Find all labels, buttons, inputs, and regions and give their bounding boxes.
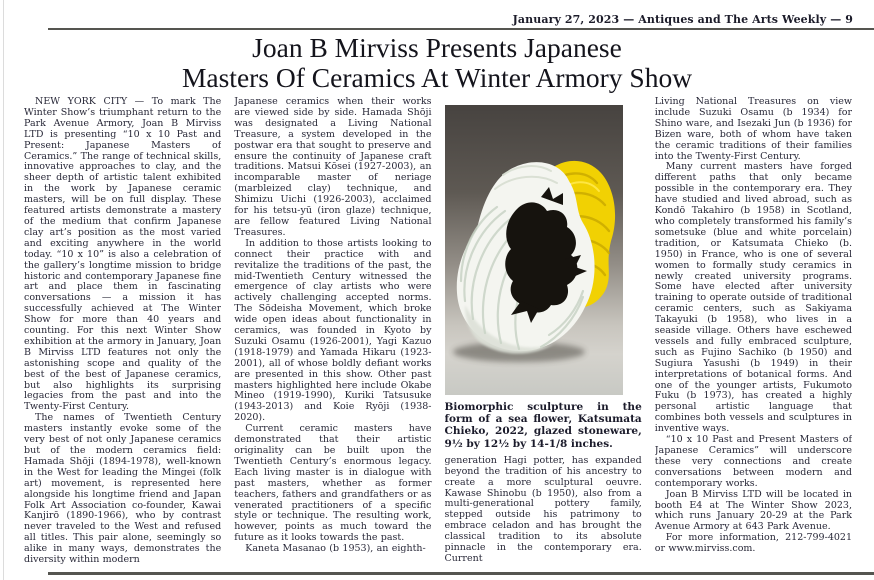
column-4 [655,97,852,572]
column-2 [234,97,431,572]
article-paragraph: The names of Twentieth Century masters instantly evoke some of the very best of not only Japanese ceramics but of the modern ceramics field: Hamada Shōji (1894-1978), well-known in the West for leading the Mingei (folk art) movement, is represented here alongside his longtime friend and Japan Folk Art Association co-founder, Kawai Kanjirō (1890-1966), who by contrast never traveled to the West and refused all titles. This pair alone, seemingly so alike in many ways, demonstrates the diversity within modern [24,412,222,566]
article-paragraph: Japanese ceramics when their works are viewed side by side. Hamada Shōji was designated a Living National Treasure, a system developed in the postwar era that sought to preserve and ensure the continuity of Japanese craft traditions. Matsui Kōsei (1927-2003), an incomparable master of neriage (marbleized clay) technique, and Shimizu Uichi (1926-2003), acclaimed for his tetsu-yū (iron glaze) technique, are fellow featured Living National Treasures. [234,97,432,238]
article-paragraph: Many current masters have forged different paths that only became possible in the contemporary era. They have studied and lived abroad, such as Kondō Takahiro (b 1958) in Scotland, who completely transformed his family’s sometsuke (blue and white porcelain) tradition, or Katsumata Chieko (b. 1950) in France, who is one of several women to formally study ceramics in newly created university programs. Some have elected after university training to operate outside of traditional ceramic centers, such as Sakiyama Takayuki (b 1958), who lives in a seaside village. Others have eschewed vessels and fully embraced sculpture, such as Fujino Sachiko (b 1950) and Sugiura Yasushi (b 1949) in their interpretations of botanical forms. And one of the younger artists, Fukumoto Fuku (b 1973), has created a highly personal artistic language that combines both vessels and sculptures in inventive ways. [654,161,852,435]
article-paragraph: Living National Treasures on view include Suzuki Osamu (b 1934) for Shino ware, and Isezaki Jun (b 1936) for Bizen ware, both of whom have taken the ceramic traditions of their families into the Twenty-First Century. [654,97,852,162]
article-paragraph: Current ceramic masters have demonstrated that their artistic originality can be built upon the Twentieth Century’s enormous legacy. Each living master is in dialogue with past masters, whether as former teachers, fathers and grandfathers or as venerated practitioners of a specific style or technique. The resulting work, however, points as much toward the future as it looks towards the past. [234,423,432,544]
bottom-rule [48,572,874,575]
photo-caption: Biomorphic sculpture in the form of a sea flower, Katsumata Chieko, 2022, glazed stoneware, 9½ by 12½ by 14-1/8 inches. [444,401,642,450]
masthead-dateline: January 27, 2023 — Antiques and The Arts Weekly — 9 [512,13,853,26]
headline-line-2: Masters Of Ceramics At Winter Armory Show [181,62,693,93]
article-paragraph: generation Hagi potter, has expanded beyond the tradition of his ancestry to create a more sculptural oeuvre. Kawase Shinobu (b 1950), also from a multi-generational pottery family, stepped outside his patrimony to embrace celadon and has brought the classical tradition to its absolute pinnacle in the contemporary era. Current [444,454,642,564]
article-paragraph: For more information, 212-799-4021 or www.mirviss.com. [654,532,852,555]
sculpture-photo [445,105,623,395]
sculpture-illustration [445,105,623,395]
article-paragraph: “10 x 10 Past and Present Masters of Japanese Ceramics” will underscore these very connections and create conversations between modern and contemporary works. [654,434,852,489]
article-paragraph: NEW YORK CITY — To mark The Winter Show’s triumphant return to the Park Avenue Armory, Joan B Mirviss LTD is presenting “10 x 10 Past and Present: Japanese Masters of Ceramics.” The range of technical skills, innovative approaches to clay, and the sheer depth of artistic talent exhibited in the work by Japanese ceramic masters, will be on full display. These featured artists demonstrate a mastery of the medium that confirm Japanese clay art’s position as the most varied and exciting anywhere in the world today. “10 x 10” is also a celebration of the gallery’s longtime mission to bridge historic and contemporary Japanese fine art and place them in fascinating conversations — a mission it has successfully achieved at The Winter Show for more than 40 years and counting. For this next Winter Show exhibition at the armory in January, Joan B Mirviss LTD features not only the astonishing scope and quality of the best of the best of Japanese ceramics, but also highlights its surprising legacies from the past and into the Twenty-First Century. [24,97,222,413]
article-paragraph: Kaneta Masanao (b 1953), an eighth- [245,543,426,555]
headline-line-1: Joan B Mirviss Presents Japanese [252,32,622,63]
article-headline [0,33,874,93]
article-paragraph: Joan B Mirviss LTD will be located in booth E4 at The Winter Show 2023, which runs January 20-29 at the Park Avenue Armory at 643 Park Avenue. [654,488,852,533]
column-3 [445,97,642,572]
article-paragraph: In addition to those artists looking to connect their practice with and revitalize the traditions of the past, the mid-Twentieth Century witnessed the emergence of clay artists who were actively challenging accepted norms. The Sōdeisha Movement, which broke wide open ideas about functionality in ceramics, was founded in Kyoto by Suzuki Osamu (1926-2001), Yagi Kazuo (1918-1979) and Yamada Hikaru (1923-2001), all of whose boldly defiant works are presented in this show. Other past masters highlighted here include Okabe Mineo (1919-1990), Kuriki Tatsusuke (1943-2013) and Koie Ryōji (1938-2020). [234,237,432,424]
column-1 [24,97,221,572]
article-columns [24,97,852,572]
masthead-rule [48,28,874,30]
